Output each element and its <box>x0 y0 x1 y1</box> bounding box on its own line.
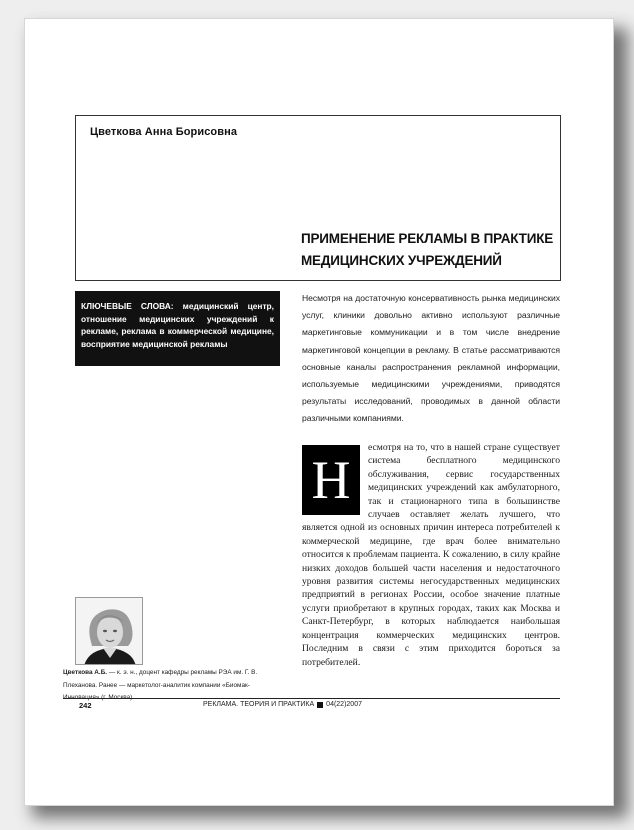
footer-rule <box>63 698 560 699</box>
article-title-line-2: МЕДИЦИНСКИХ УЧРЕЖДЕНИЙ <box>301 253 502 268</box>
author-photo <box>75 597 143 665</box>
page-number: 242 <box>79 701 92 710</box>
journal-name: РЕКЛАМА. ТЕОРИЯ И ПРАКТИКА <box>203 701 315 708</box>
author-name: Цветкова Анна Борисовна <box>90 126 238 138</box>
article-body-text: есмотря на то, что в нашей стране существует система бесплатного медицинского обслуживания, сервис государственных медицинских учреждений как амбулаторного, так и стационарного типа в большинстве случаев оставляет желать лучшего, что является одной из основных причин интереса потребителей к коммерческой медицине, где врач более внимательно относится к проблемам пациента. К сожалению, в силу крайне низких доходов большей части населения и недостаточного уровня развития системы негосударственных медицинских предприятий в регионах России, особое значение платные услуги приобретают в крупных городах, таких как Москва и Санкт-Петербург, в которых наблюдается наибольшая концентрация коммерческих медицинских центров. Последним в связи с этим приходится бороться за потребителей. <box>302 442 560 668</box>
article-abstract: Несмотря на достаточную консервативность рынка медицинских услуг, клиники довольно активно используют различные маркетинговые коммуникации и в том числе внедрение маркетинговой концепции в рекламу. В статье рассматриваются основные каналы распространения рекламной информации, используемые медицинскими учреждениями, приводятся результаты исследований, проводимых в данной области различными компаниями. <box>302 293 560 424</box>
drop-cap: Н <box>302 445 360 515</box>
article-header-box <box>75 115 561 281</box>
article-title <box>301 228 556 272</box>
magazine-page <box>24 18 614 806</box>
article-title-line-1: ПРИМЕНЕНИЕ РЕКЛАМЫ В ПРАКТИКЕ <box>301 231 554 246</box>
author-portrait-image <box>76 598 143 665</box>
author-caption-text: — к. э. н., доцент кафедры рекламы РЭА им. Г. В. Плеханова. Ранее — маркетолог-аналитик компании «Биомак-Инновация» (г. Москва) <box>63 669 258 701</box>
keywords-box: КЛЮЧЕВЫЕ СЛОВА: медицинский центр, отношение медицинских учреждений к рекламе, реклама в коммерческой медицине, восприятие медицинской рекламы <box>75 291 280 366</box>
journal-issue: 04(22)2007 <box>326 701 362 708</box>
article-body <box>302 441 560 669</box>
author-caption-name: Цветкова А.Б. <box>63 669 108 676</box>
square-bullet-icon <box>317 702 323 708</box>
journal-footer <box>203 701 362 708</box>
